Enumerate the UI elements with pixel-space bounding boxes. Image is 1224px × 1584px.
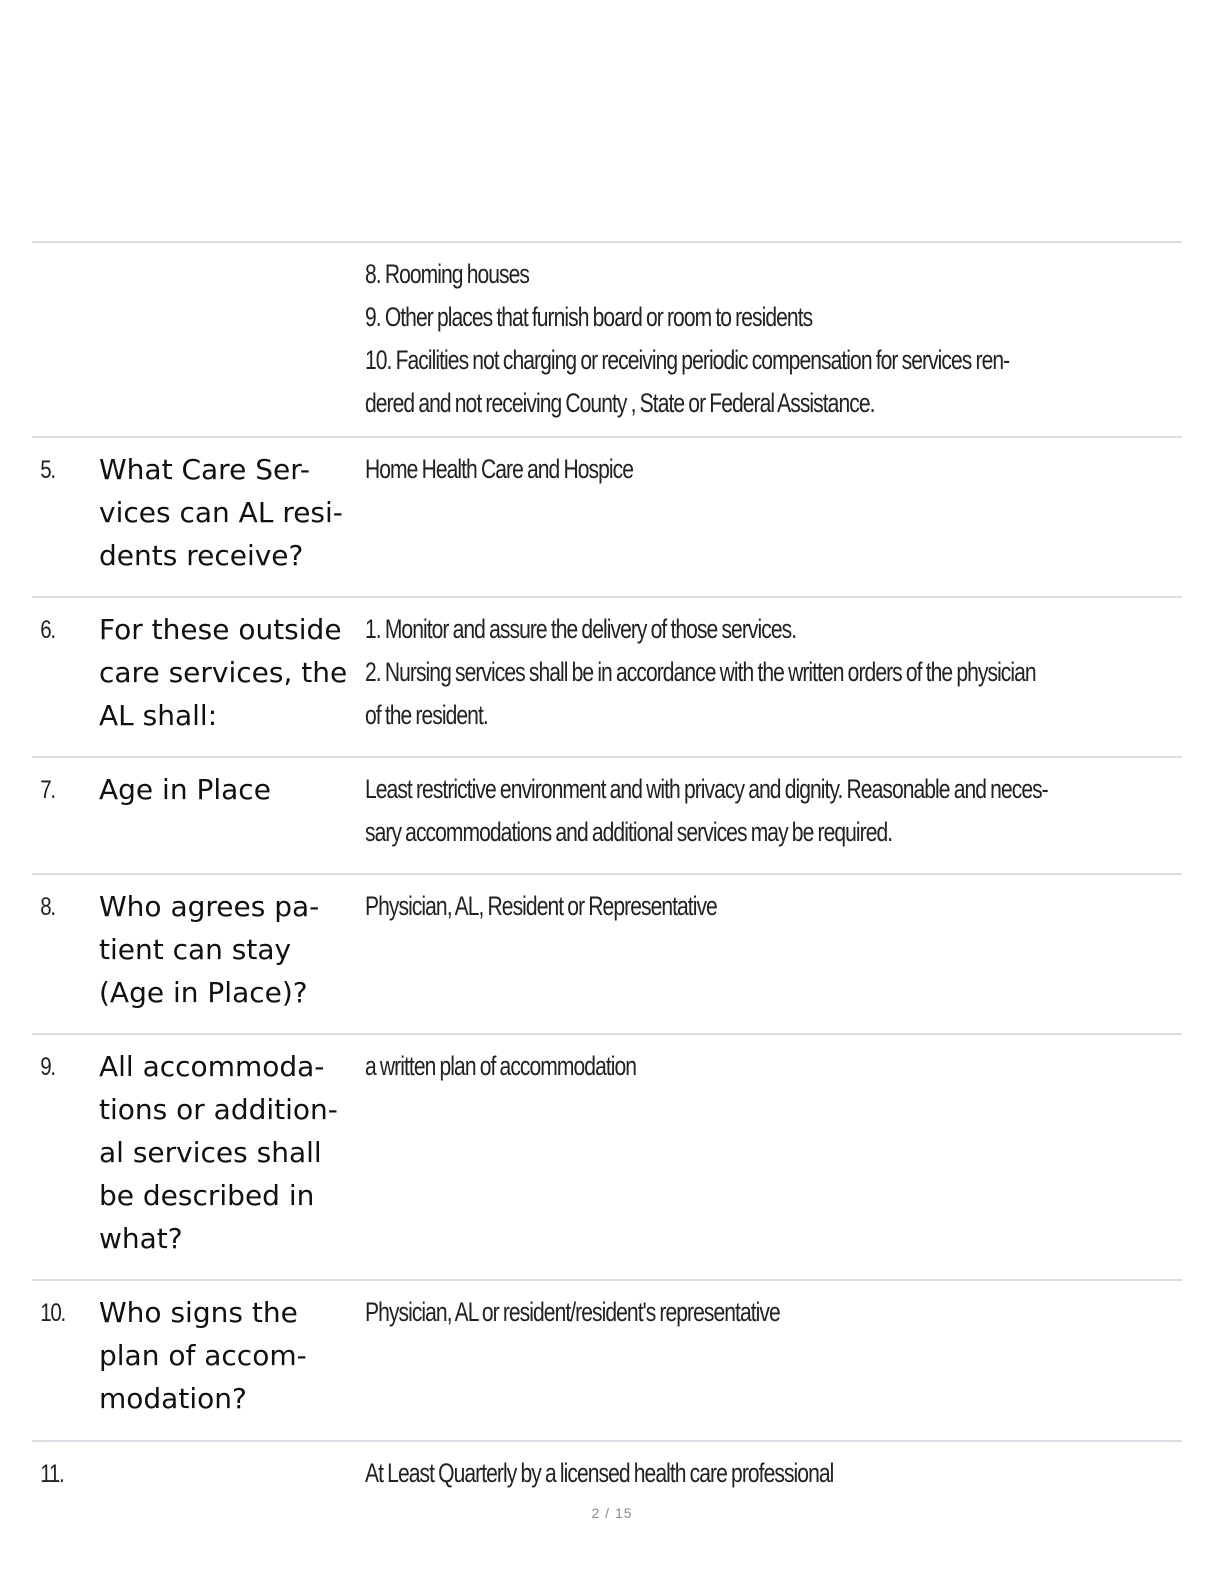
answer-line: of the resident.	[365, 700, 488, 730]
table-row	[32, 436, 1182, 596]
answer-line: Least restrictive environment and with privacy and dignity. Reasonable and neces-	[365, 774, 1048, 804]
question-line: All accommoda-	[99, 1050, 325, 1083]
answer-line: Home Health Care and Hospice	[365, 454, 634, 484]
row-question	[99, 598, 365, 756]
question-line: dents receive?	[99, 539, 304, 572]
question-line: Age in Place	[99, 773, 271, 806]
flashcard-table	[32, 241, 1182, 1510]
row-question	[99, 1442, 365, 1510]
question-line: care services, the	[99, 656, 348, 689]
row-answer	[365, 875, 1182, 1033]
answer-line: sary accommodations and additional services may be required.	[365, 817, 893, 847]
question-line: Who signs the	[99, 1296, 298, 1329]
question-line: what?	[99, 1222, 183, 1255]
question-line: (Age in Place)?	[99, 976, 308, 1009]
row-answer	[365, 243, 1191, 436]
row-number: 11.	[40, 1460, 64, 1488]
table-row	[32, 756, 1182, 873]
question-line: plan of accom-	[99, 1339, 307, 1372]
question-line: tions or addition-	[99, 1093, 338, 1126]
question-line: tient can stay	[99, 933, 292, 966]
row-answer	[365, 1442, 1182, 1510]
question-line: be described in	[99, 1179, 315, 1212]
question-line: vices can AL resi-	[99, 496, 343, 529]
row-number: 9.	[40, 1053, 55, 1081]
row-answer	[365, 1035, 1182, 1279]
page-indicator: 2 / 15	[591, 1505, 633, 1521]
row-question	[99, 243, 365, 436]
answer-line: 10. Facilities not charging or receiving periodic compensation for services ren-	[365, 345, 1010, 375]
table-row	[32, 241, 1182, 436]
row-number: 8.	[40, 893, 55, 921]
row-answer	[365, 438, 1182, 596]
question-line: Who agrees pa-	[99, 890, 320, 923]
question-line: AL shall:	[99, 699, 218, 732]
table-row	[32, 1033, 1182, 1279]
row-number: 5.	[40, 456, 55, 484]
row-question	[99, 875, 365, 1033]
table-row	[32, 1279, 1182, 1440]
answer-line: dered and not receiving County , State or Federal Assistance.	[365, 388, 875, 418]
row-number: 6.	[40, 616, 55, 644]
row-question	[99, 438, 365, 596]
answer-line: Physician, AL or resident/resident's representative	[365, 1297, 780, 1327]
answer-line: 9. Other places that furnish board or room to residents	[365, 302, 813, 332]
question-line: What Care Ser-	[99, 453, 311, 486]
row-question	[99, 1281, 365, 1440]
question-line: For these outside	[99, 613, 342, 646]
table-row	[32, 1440, 1182, 1510]
row-question	[99, 758, 365, 873]
row-number: 10.	[40, 1299, 66, 1327]
question-line: al services shall	[99, 1136, 322, 1169]
table-row	[32, 596, 1182, 756]
answer-line: 1. Monitor and assure the delivery of those services.	[365, 614, 797, 644]
row-number	[32, 243, 87, 436]
row-answer	[365, 598, 1224, 756]
answer-line: At Least Quarterly by a licensed health care professional	[365, 1458, 834, 1488]
row-number: 7.	[40, 776, 55, 804]
row-question	[99, 1035, 365, 1279]
answer-line: 8. Rooming houses	[365, 259, 529, 289]
answer-line: a written plan of accommodation	[365, 1051, 637, 1081]
answer-line: Physician, AL, Resident or Representative	[365, 891, 717, 921]
answer-line: 2. Nursing services shall be in accordance with the written orders of the physician	[365, 657, 1036, 687]
row-answer	[365, 758, 1224, 873]
question-line: modation?	[99, 1382, 247, 1415]
row-answer	[365, 1281, 1182, 1440]
table-row	[32, 873, 1182, 1033]
